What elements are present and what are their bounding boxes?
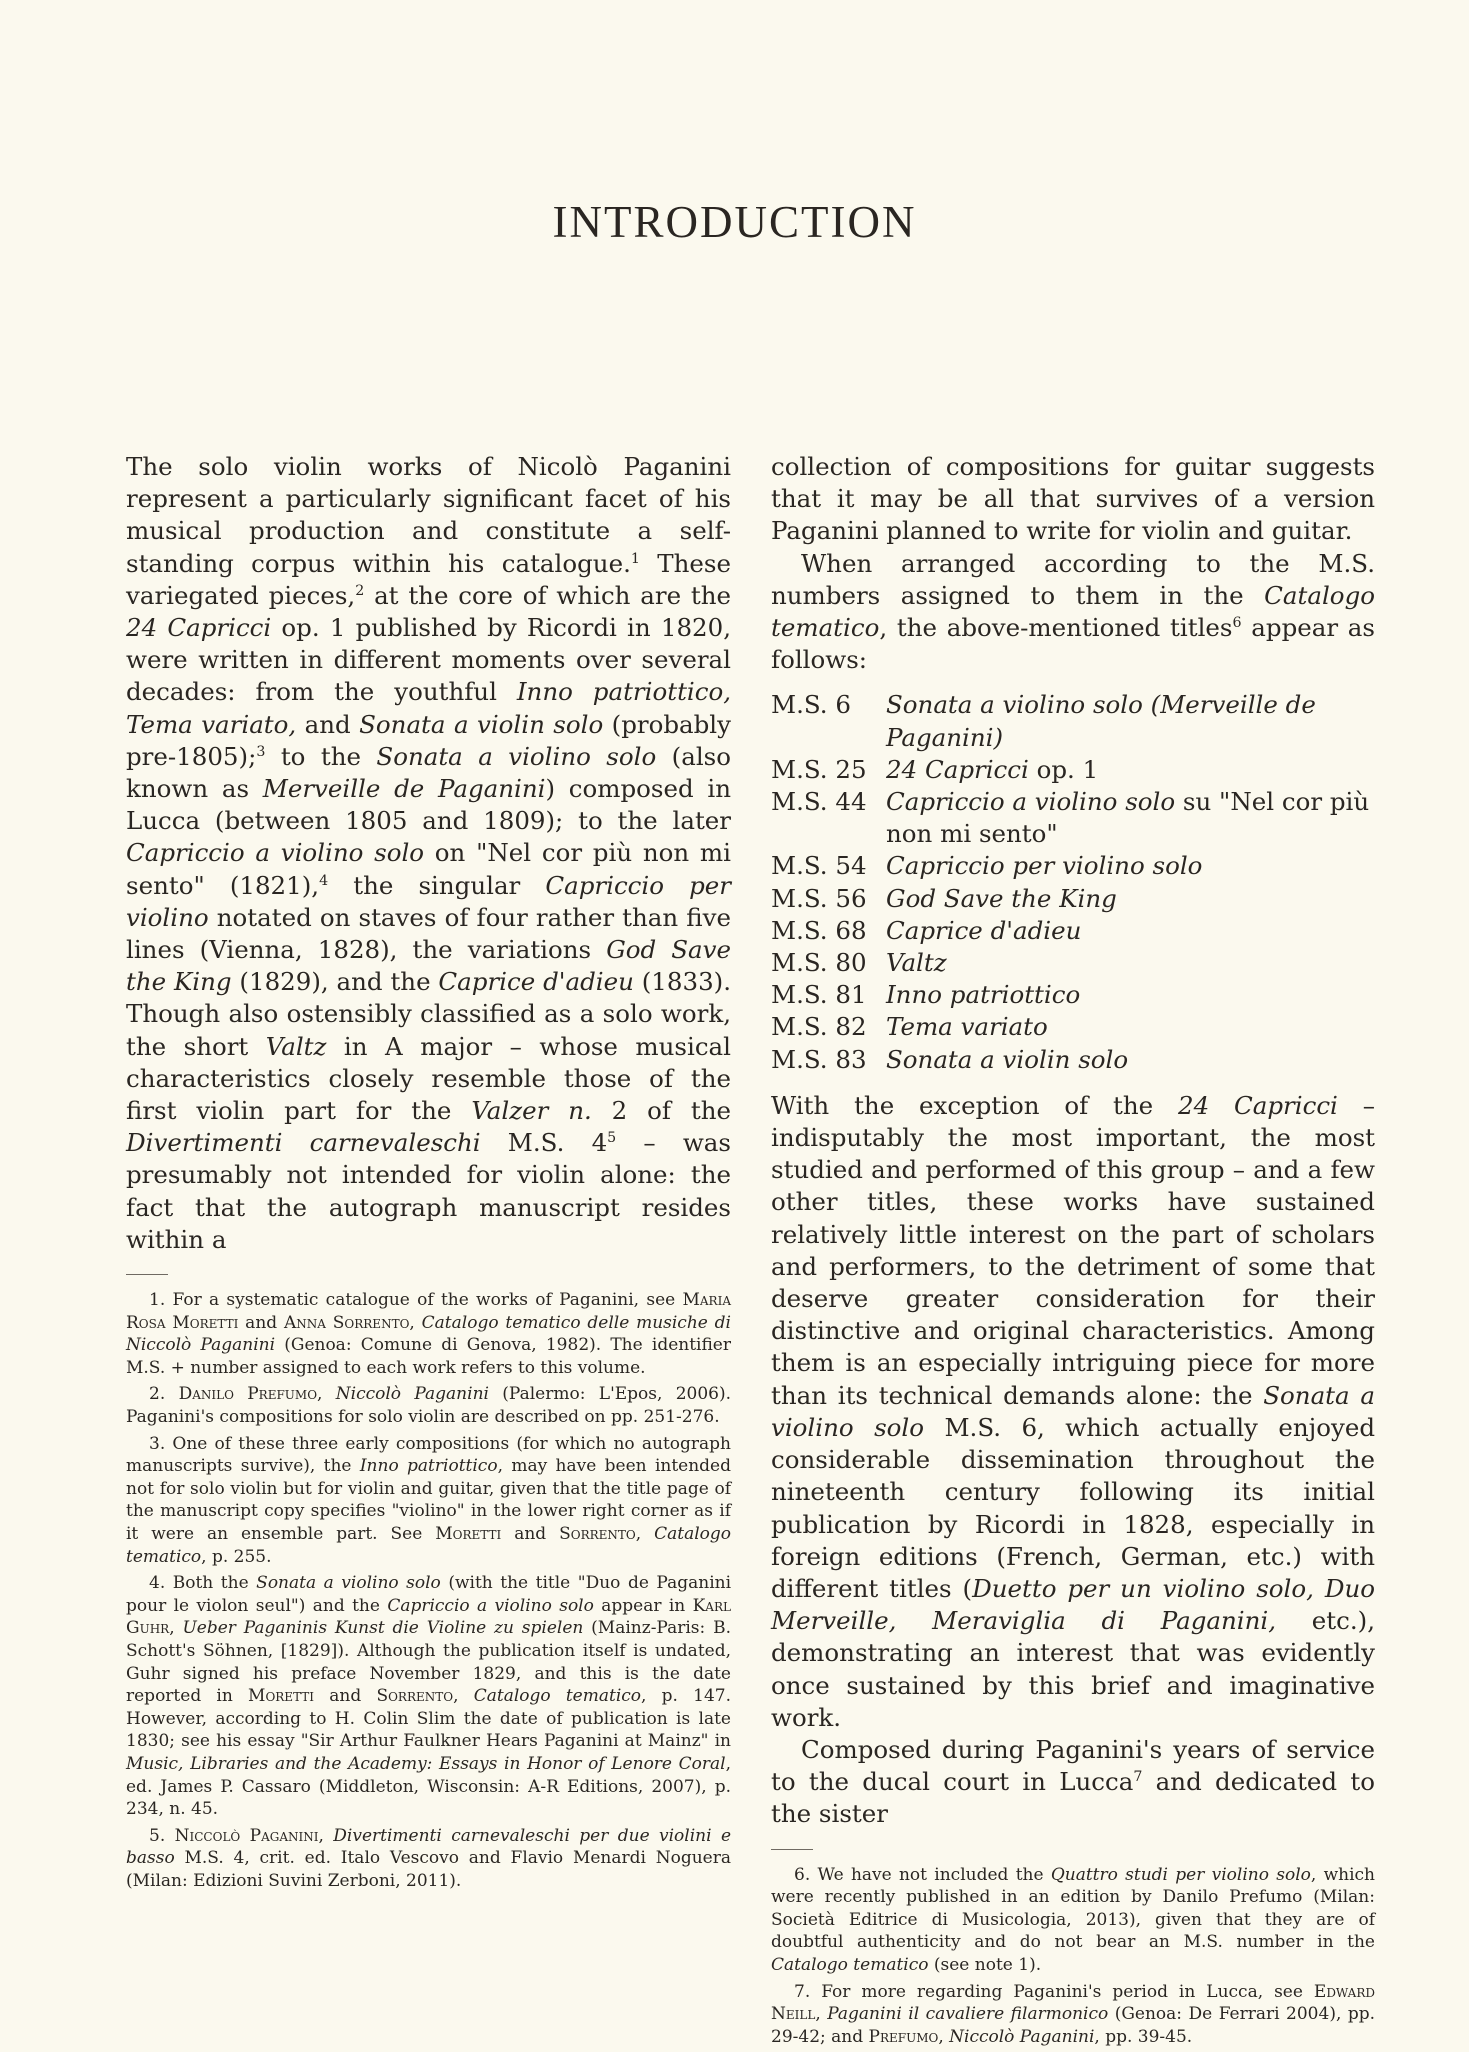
footnote-ref-1: 1 [630, 550, 640, 567]
footnotes-right [771, 1849, 1375, 2049]
footnote-ref-5: 5 [607, 1130, 617, 1147]
ms-list-item: M.S. 25 24 Capricci op. 1 [771, 754, 1099, 784]
footnote-3: 3. One of these three early compositions (for which no autograph manuscripts survive), the Inno patriottico, may have been intended not for solo violin but for violin and guitar, given that the title page of the manuscript copy specifies "violino" in the lower right corner as if it were an ensemble part. See Moretti and Sorrento, Catalogo tematico, p. 255. [126, 1433, 731, 1567]
footnote-ref-7: 7 [1133, 1768, 1143, 1785]
footnotes-left [126, 1274, 731, 1892]
page-title: INTRODUCTION [552, 197, 917, 247]
ms-list-item: M.S. 80 Valtz [771, 948, 947, 978]
footnote-ref-6: 6 [1232, 614, 1242, 631]
footnote-ref-2: 2 [355, 582, 365, 599]
ms-list-item: M.S. 81 Inno patriottico [771, 980, 1081, 1010]
footnote-ref-4: 4 [319, 872, 329, 889]
footnote-7: 7. For more regarding Paganini's period in Lucca, see Edward Neill, Paganini il cavaliere filarmonico (Genoa: De Ferrari 2004), pp. 29-42; and Prefumo, Niccolò Paganini, pp. 39-45. [771, 1981, 1376, 2047]
body-paragraph-continued: collection of compositions for guitar suggests that it may be all that survives of a version Paganini planned to write for violin and guitar. [771, 452, 1375, 546]
left-column [126, 451, 731, 1897]
ms-list-item: M.S. 83 Sonata a violin solo [771, 1044, 1129, 1074]
body-paragraph-3: With the exception of the 24 Capricci – indisputably the most important, the most studied and performed of this group – and a few other titles, these works have sustained relatively little interest on the part of scholars and performers, to the detriment of some that deserve greater consideration for their distinctive and original characteristics. Among them is an especially intriguing piece for more than its technical demands alone: the Sonata a violino solo M.S. 6, which actually enjoyed considerable dissemination throughout the nineteenth century following its initial publication by Ricordi in 1828, especially in foreign editions (French, German, etc.) with different titles (Duetto per un violino solo, Duo Merveille, Meraviglia di Paganini, etc.), demonstrating an interest that was evidently once sustained by this brief and imaginative work. [771, 1090, 1376, 1732]
footnote-4: 4. Both the Sonata a violino solo (with the title "Duo de Paganini pour le violon seul") and the Capriccio a violino solo appear in Karl Guhr, Ueber Paganinis Kunst die Violine zu spielen (Mainz-Paris: B. Schott's Söhnen, [1829]). Although the publication itself is undated, Guhr signed his preface November 1829, and this is the date reported in Moretti and Sorrento, Catalogo tematico, p. 147. However, according to H. Colin Slim the date of publication is late 1830; see his essay "Sir Arthur Faulkner Hears Paganini at Mainz" in Music, Libraries and the Academy: Essays in Honor of Lenore Coral, ed. James P. Cassaro (Middleton, Wisconsin: A-R Editions, 2007), p. 234, n. 45. [126, 1573, 732, 1820]
ms-list-item: M.S. 82 Tema variato [771, 1012, 1048, 1042]
ms-list-item: M.S. 56 God Save the King [771, 883, 1117, 913]
ms-list-item: M.S. 44 Capriccio a violino solo su "Nel cor più non mi sento" [771, 787, 1370, 849]
footnote-5: 5. Niccolò Paganini, Divertimenti carnevaleschi per due violini e basso M.S. 4, crit. ed. Italo Vescovo and Flavio Menardi Noguera (Milan: Edizioni Suvini Zerboni, 2011). [126, 1825, 732, 1891]
ms-list-item: M.S. 68 Caprice d'adieu [771, 915, 1082, 945]
ms-list-item: M.S. 54 Capriccio per violino solo [771, 851, 1203, 881]
footnote-ref-3: 3 [256, 743, 266, 760]
body-paragraph-2: When arranged according to the M.S. numbers assigned to them in the Catalogo tematico, the above-mentioned titles$^6$ appear as follows: [771, 548, 1375, 675]
right-column [771, 451, 1375, 2052]
body-paragraph-1: The solo violin works of Nicolò Paganini represent a particularly significant facet of his musical production and constitute a self-standing corpus within his catalogue.$^1$ These variegated pieces,$^2$ at the core of which are the 24 Capricci op. 1 published by Ricordi in 1820, were written in different moments over several decades: from the youthful Inno patriottico, Tema variato, and Sonata a violin solo (probably pre-1805);$^3$ to the Sonata a violino solo (also known as Merveille de Paganini) composed in Lucca (between 1805 and 1809); to the later Capriccio a violino solo on "Nel cor più non mi sento" (1821),$^4$ the singular Capriccio per violino notated on staves of four rather than five lines (Vienna, 1828), the variations God Save the King (1829), and the Caprice d'adieu (1833). Though also ostensibly classified as a solo work, the short Valtz in A major – whose musical characteristics closely resemble those of the first violin part for the Valzer n. 2 of the Divertimenti carnevaleschi M.S. $4^5$ – was presumably not intended for violin alone: the fact that the autograph manuscript resides within a [126, 452, 732, 1254]
footnote-1: 1. For a systematic catalogue of the works of Paganini, see Maria Rosa Moretti and Anna Sorrento, Catalogo tematico delle musiche di Niccolò Paganini (Genoa: Comune di Genova, 1982). The identifier M.S. + number assigned to each work refers to this volume. [126, 1290, 731, 1378]
footnote-6: 6. We have not included the Quattro studi per violino solo, which were recently published in an edition by Danilo Prefumo (Milan: Società Editrice di Musicologia, 2013), given that they are of doubtful authenticity and do not bear an M.S. number in the Catalogo tematico (see note 1). [771, 1864, 1375, 1975]
ms-list-item: M.S. 6 Sonata a violino solo (Merveille de Paganini) [771, 690, 1316, 752]
footnote-2: 2. Danilo Prefumo, Niccolò Paganini (Palermo: L'Epos, 2006). Paganini's compositions for solo violin are described on pp. 251-276. [126, 1384, 732, 1428]
body-paragraph-4: Composed during Paganini's years of service to the ducal court in Lucca$^7$ and dedicated to the sister [771, 1734, 1375, 1829]
ms-catalogue-list [771, 689, 1375, 1075]
